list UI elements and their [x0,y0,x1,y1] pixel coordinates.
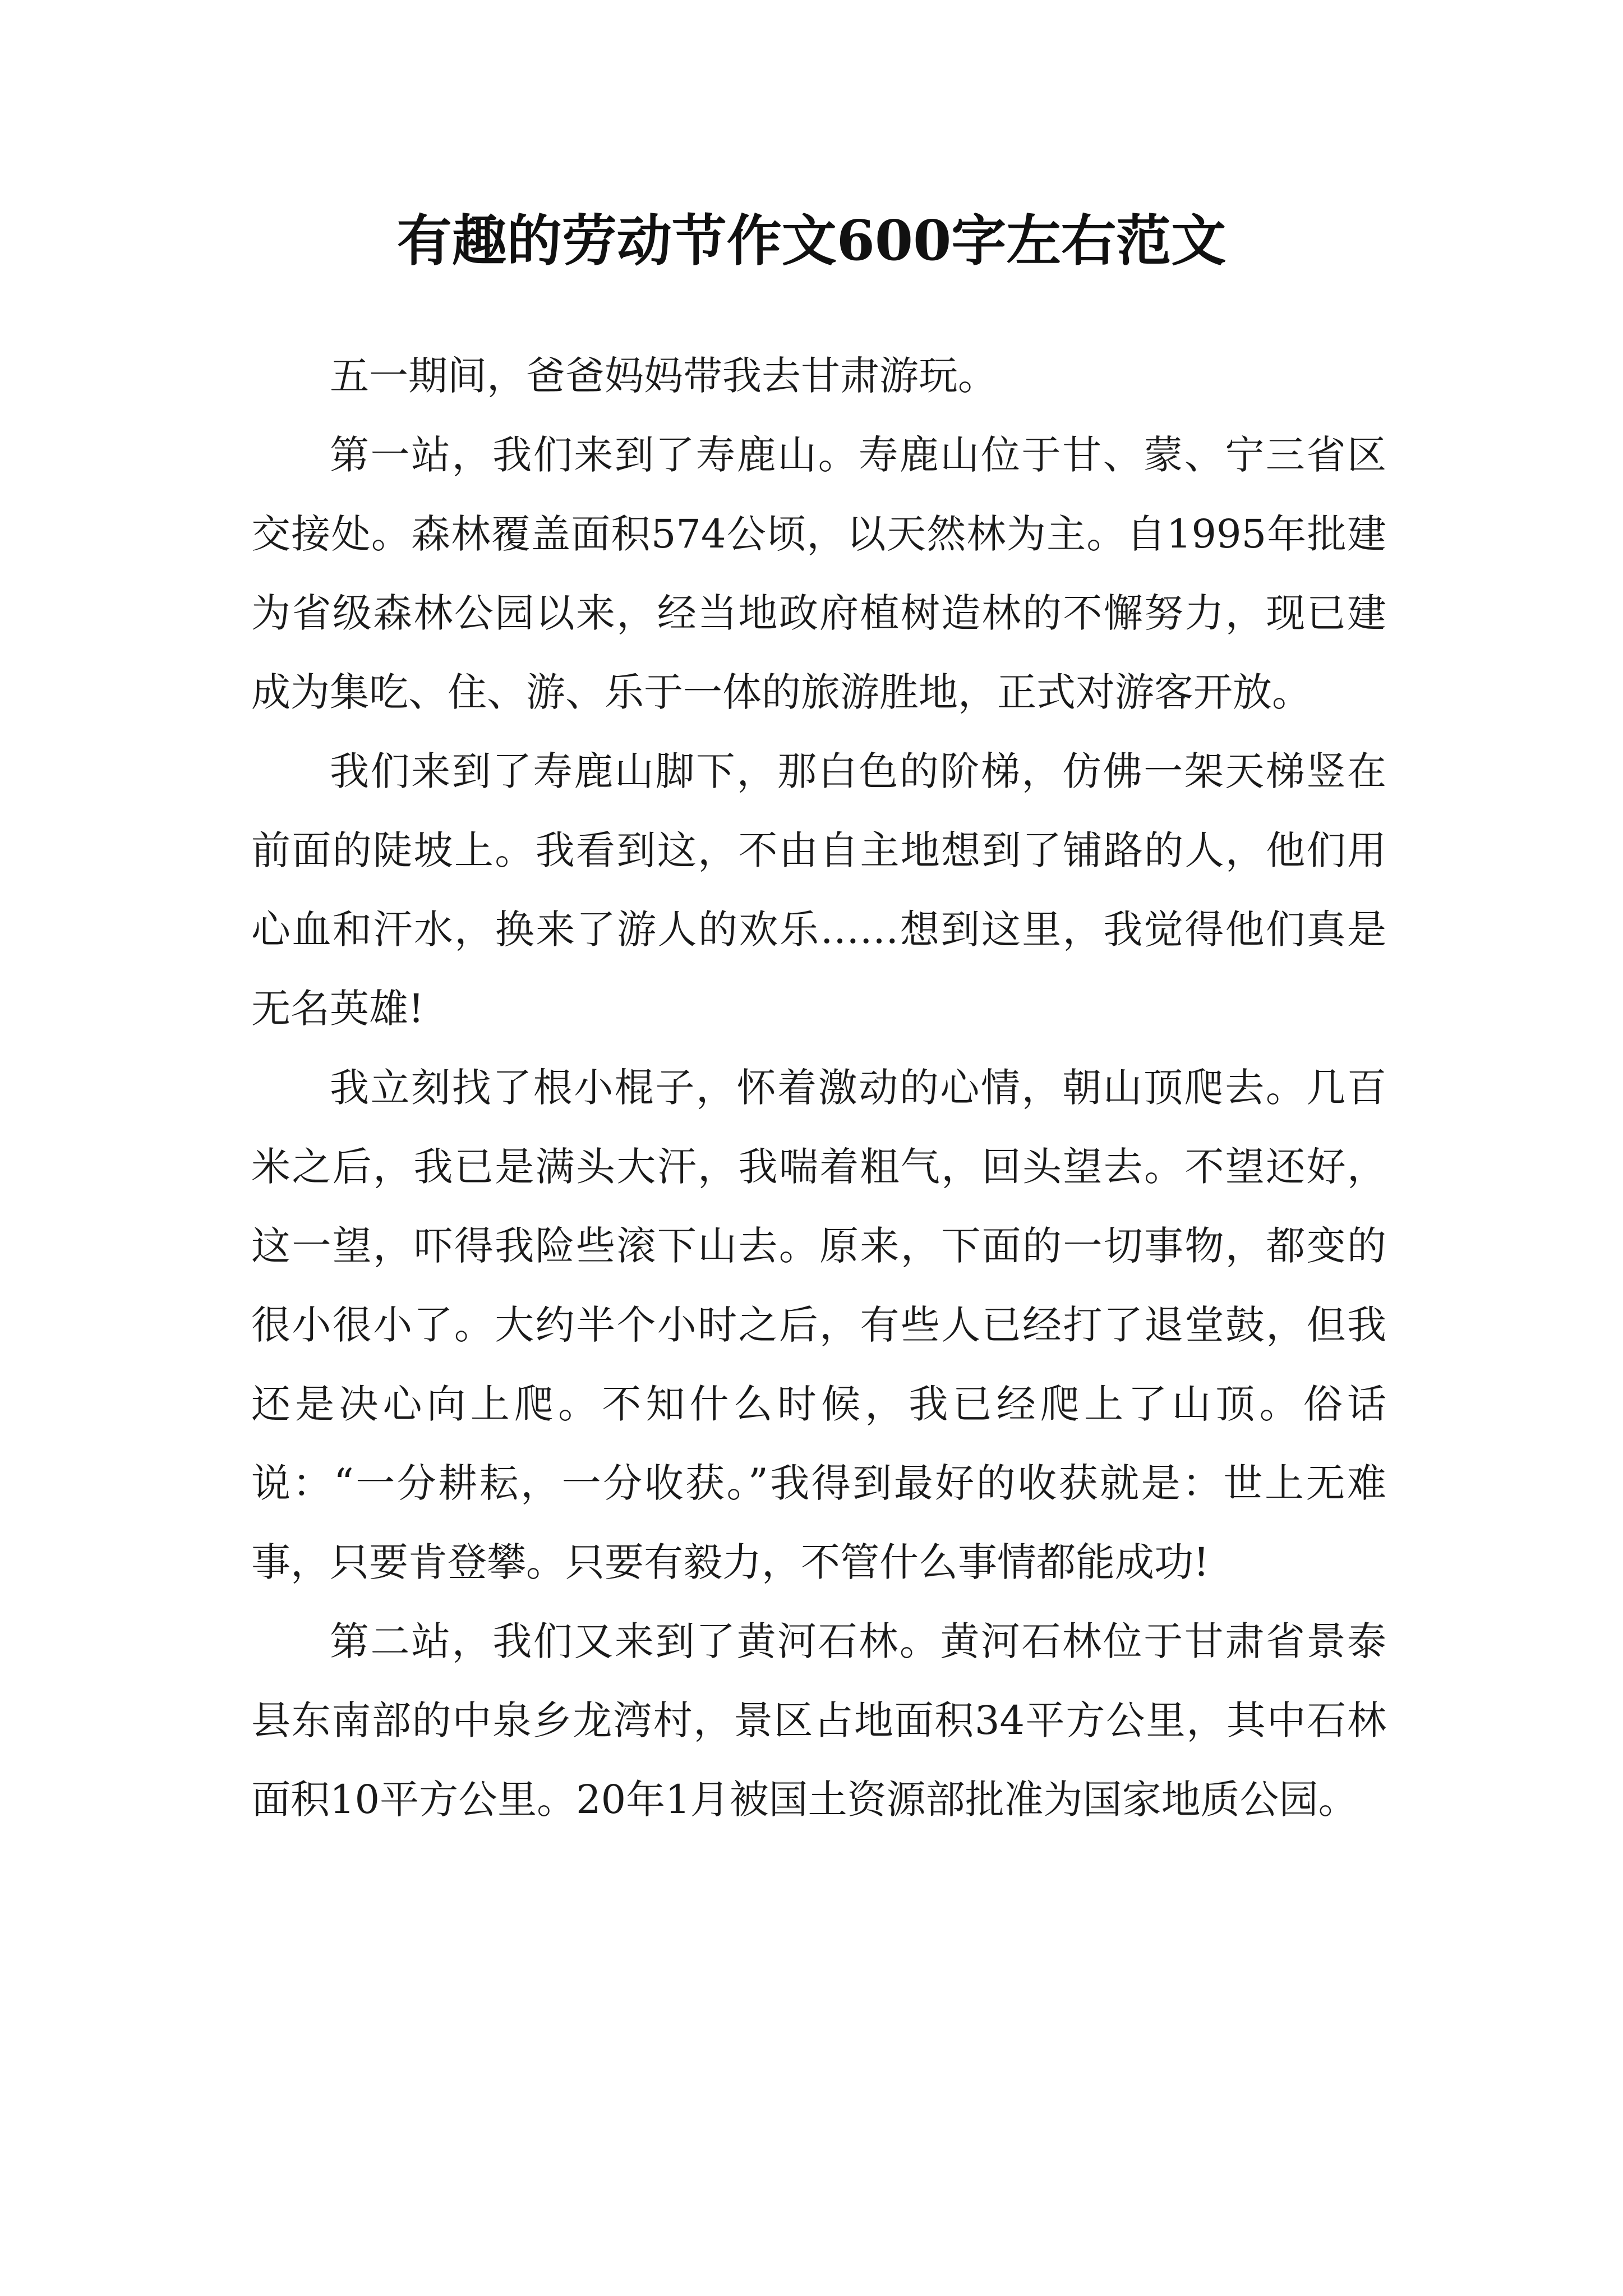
document-title: 有趣的劳动节作文600字左右范文 [396,209,1227,273]
paragraph: 五一期间，爸爸妈妈带我去甘肃游玩。 [330,353,997,399]
paragraph: 第二站，我们又来到了黄河石林。黄河石林位于甘肃省景泰县东南部的中泉乡龙湾村，景区占地面积34平方公里，其中石林面积10平方公里。20年1月被国土资源部批准为国家地质公园。 [251,1618,1386,1823]
document-body [251,337,1386,1839]
paragraph: 第一站，我们来到了寿鹿山。寿鹿山位于甘、蒙、宁三省区交接处。森林覆盖面积574公顷，以天然林为主。自1995年批建为省级森林公园以来，经当地政府植树造林的不懈努力，现已建成为集吃、住、游、乐于一体的旅游胜地，正式对游客开放。 [251,432,1386,715]
paragraph: 我立刻找了根小棍子，怀着激动的心情，朝山顶爬去。几百米之后，我已是满头大汗，我喘着粗气，回头望去。不望还好，这一望，吓得我险些滚下山去。原来，下面的一切事物，都变的很小很小了。大约半个小时之后，有些人已经打了退堂鼓，但我还是决心向上爬。不知什么时候，我已经爬上了山顶。俗话说：“一分耕耘，一分收获。”我得到最好的收获就是：世上无难事，只要肯登攀。只要有毅力，不管什么事情都能成功! [251,1065,1386,1585]
paragraph: 我们来到了寿鹿山脚下，那白色的阶梯，仿佛一架天梯竖在前面的陡坡上。我看到这，不由自主地想到了铺路的人，他们用心血和汗水，换来了游人的欢乐……想到这里，我觉得他们真是无名英雄! [251,748,1386,1032]
